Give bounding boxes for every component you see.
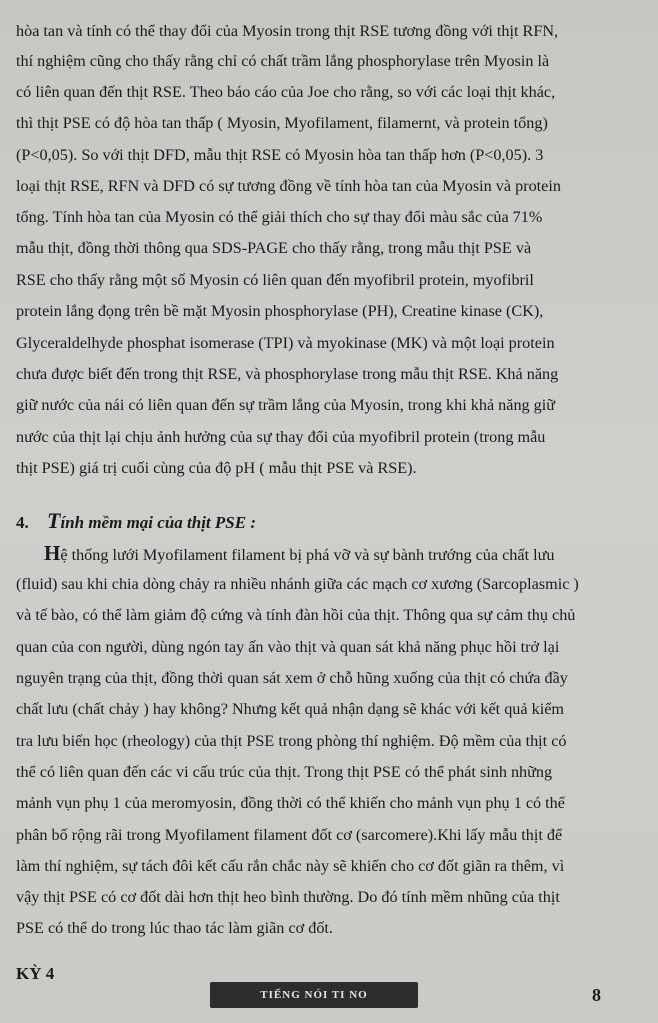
paragraph-line: nguyên trạng của thịt, đồng thời quan sát xem ở chỗ hũng xuống của thịt có chứa đầy	[16, 669, 568, 687]
paragraph-line: thịt PSE) giá trị cuối cùng của độ pH ( mẫu thịt PSE và RSE).	[16, 459, 417, 477]
paragraph-line: chất lưu (chất chảy ) hay không? Nhưng kết quả nhận dạng sẽ khác với kết quả kiểm	[16, 700, 564, 718]
paragraph-line: hòa tan và tính có thể thay đổi của Myosin trong thịt RSE tương đồng với thịt RFN,	[16, 22, 559, 40]
paragraph-line: Glyceraldelhyde phosphat isomerase (TPI) và myokinase (MK) và một loại protein	[16, 334, 555, 352]
paragraph-line: mảnh vụn phụ 1 của meromyosin, đồng thời có thể khiến cho mảnh vụn phụ 1 có thể	[16, 794, 565, 812]
section-number: 4.	[16, 513, 29, 532]
paragraph-line: quan của con người, dùng ngón tay ấn vào thịt và quan sát khả năng phục hồi trở lại	[16, 638, 560, 656]
paragraph-line: và tế bào, có thể làm giảm độ cứng và tính đàn hồi của thịt. Thông qua sự cảm thụ chủ	[16, 606, 576, 624]
paragraph-line: (P<0,05). So với thịt DFD, mẫu thịt RSE có Myosin hòa tan thấp hơn (P<0,05). 3	[16, 146, 544, 164]
paragraph-line: protein lắng đọng trên bề mặt Myosin phosphorylase (PH), Creatine kinase (CK),	[16, 302, 544, 320]
paragraph-line: tổng. Tính hòa tan của Myosin có thể giải thích cho sự thay đổi màu sắc của 71%	[16, 208, 543, 226]
paragraph-line: thì thịt PSE có độ hòa tan thấp ( Myosin, Myofilament, filamernt, và protein tổng)	[16, 114, 548, 132]
paragraph-line: loại thịt RSE, RFN và DFD có sự tương đồng về tính hòa tan của Myosin và protein	[16, 177, 561, 195]
drop-cap: H	[44, 541, 61, 565]
issue-label: KỲ 4	[16, 964, 55, 983]
paragraph-line: chưa được biết đến trong thịt RSE, và phosphorylase trong mẫu thịt RSE. Khả năng	[16, 365, 559, 383]
paragraph-line: PSE có thể do trong lúc thao tác làm giãn cơ đốt.	[16, 919, 333, 937]
paragraph-line: vậy thịt PSE có cơ đốt dài hơn thịt heo bình thường. Do đó tính mềm nhũng của thịt	[16, 888, 560, 906]
section-heading	[16, 508, 256, 534]
paragraph-line: phân bố rộng rãi trong Myofilament filament đốt cơ (sarcomere).Khi lấy mẫu thịt để	[16, 826, 563, 844]
paragraph-line: (fluid) sau khi chia dòng chảy ra nhiều nhánh giữa các mạch cơ xương (Sarcoplasmic )	[16, 575, 579, 593]
paragraph-line: thể có liên quan đến các vi cấu trúc của thịt. Trong thịt PSE có thể phát sinh những	[16, 763, 553, 781]
paragraph-line: làm thí nghiệm, sự tách đôi kết cấu rắn chắc này sẽ khiến cho cơ đốt giãn ra thêm, vì	[16, 857, 565, 875]
paragraph-line: mẫu thịt, đồng thời thông qua SDS-PAGE cho thấy rằng, trong mẫu thịt PSE và	[16, 239, 532, 257]
paragraph-line: nước của thịt lại chịu ảnh hưởng của sự thay đổi của myofibril protein (trong mẫu	[16, 428, 546, 446]
paragraph-line: RSE cho thấy rằng một số Myosin có liên quan đến myofibril protein, myofibril	[16, 271, 534, 289]
paragraph-line: có liên quan đến thịt RSE. Theo báo cáo của Joe cho rằng, so với các loại thịt khác,	[16, 83, 556, 101]
paragraph-line: tra lưu biến học (rheology) của thịt PSE trong phòng thí nghiệm. Độ mềm của thịt có	[16, 732, 567, 750]
paragraph-line: giữ nước của nái có liên quan đến sự trầm lắng của Myosin, trong khi khả năng giữ	[16, 396, 556, 414]
paragraph-line: thí nghiệm cũng cho thấy rằng chỉ có chất trầm lắng phosphorylase trên Myosin là	[16, 52, 550, 70]
page-number: 8	[592, 985, 601, 1005]
footer-banner: TIẾNG NÓI TI NO	[210, 982, 418, 1008]
section-title: Tính mềm mại của thịt PSE :	[47, 508, 256, 533]
paragraph-line: Hệ thống lưới Myofilament filament bị phá vỡ và sự bành trướng của chất lưu	[44, 541, 555, 565]
